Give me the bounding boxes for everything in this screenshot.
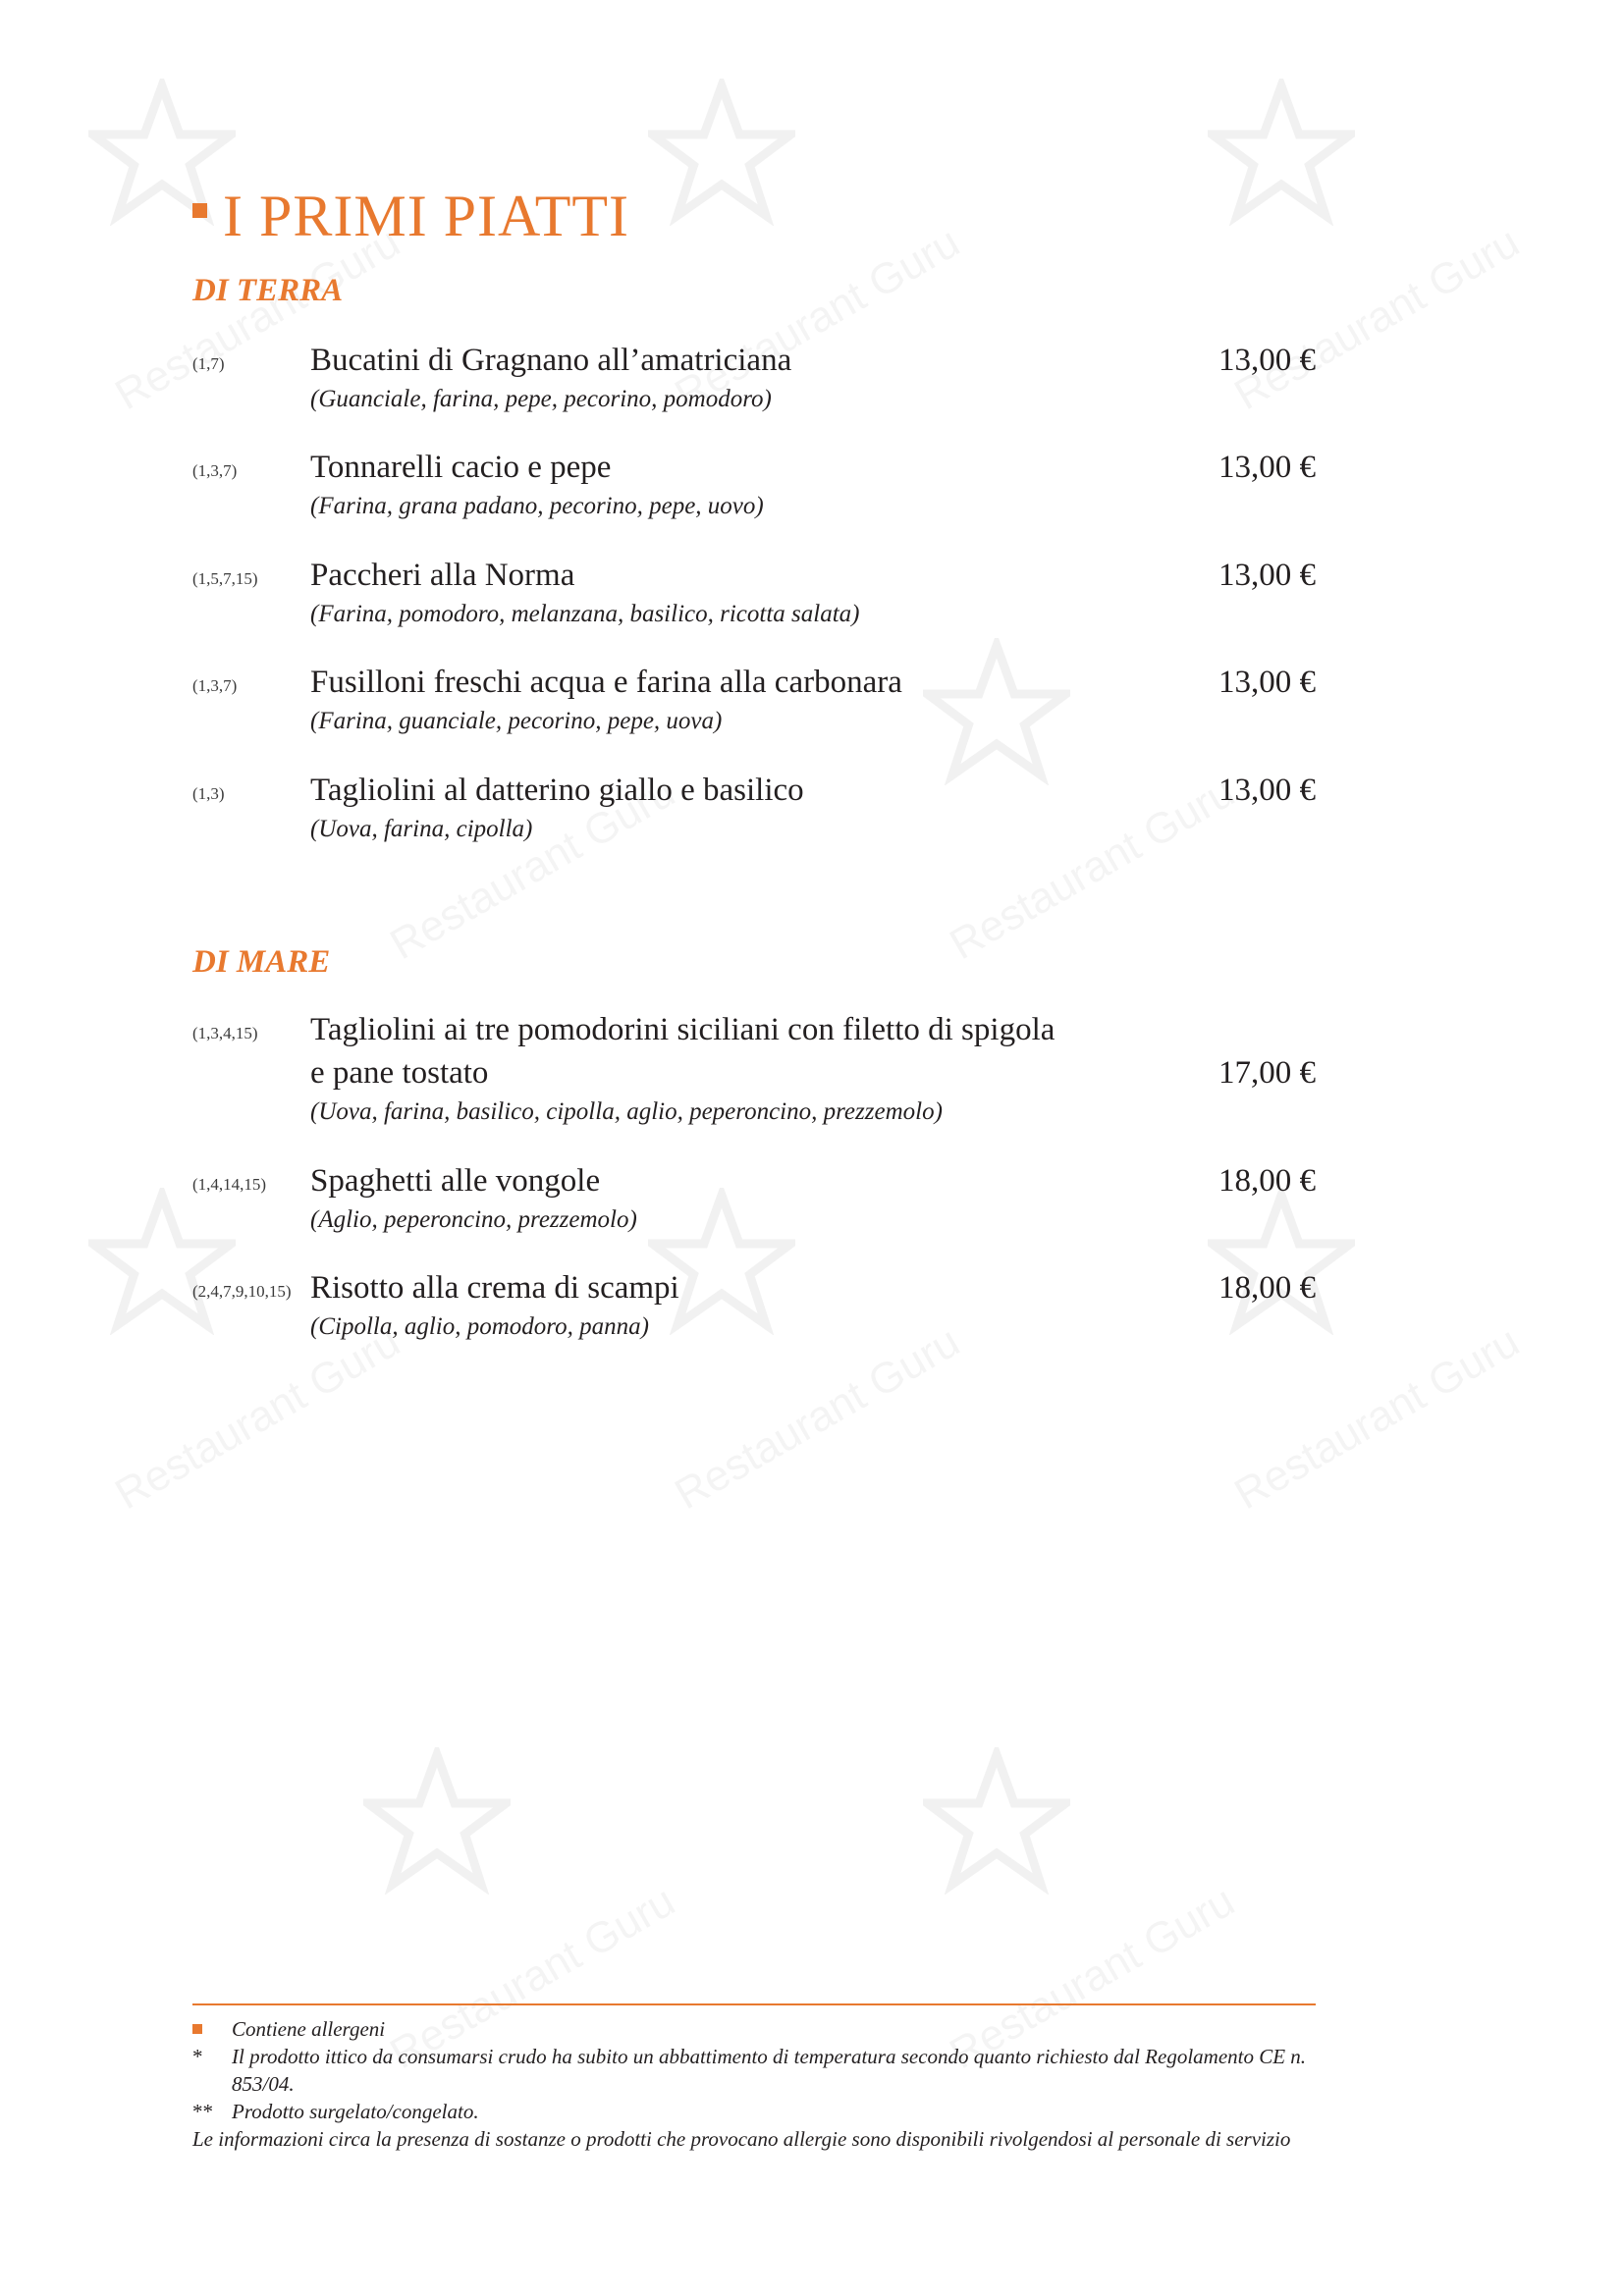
legend-row <box>192 2015 1316 2043</box>
fork-star-icon <box>648 1188 795 1335</box>
allergen-codes: (1,3,7) <box>192 676 238 695</box>
dish-name: Tagliolini ai tre pomodorini siciliani con filetto di spigola <box>310 1012 1056 1047</box>
allergen-square-marker <box>192 2024 202 2034</box>
allergen-codes: (1,3,7) <box>192 461 238 480</box>
fork-star-icon <box>648 79 795 226</box>
dish-price: 13,00 € <box>1218 558 1316 593</box>
page-header <box>192 183 629 250</box>
allergy-info-note: Le informazioni circa la presenza di sostanze o prodotti che provocano allergie sono disponibili rivolgendosi al personale di servizio <box>192 2127 1291 2151</box>
dish-ingredients: (Guanciale, farina, pepe, pecorino, pomodoro) <box>310 386 772 412</box>
dish-ingredients: (Farina, grana padano, pecorino, pepe, uovo) <box>310 493 764 519</box>
dish-ingredients: (Uova, farina, basilico, cipolla, aglio, peperoncino, prezzemolo) <box>310 1098 943 1125</box>
dish-name: Bucatini di Gragnano all’amatriciana <box>310 343 792 378</box>
fork-star-icon <box>1208 1188 1355 1335</box>
allergen-codes: (1,4,14,15) <box>192 1175 267 1194</box>
dish-price: 13,00 € <box>1218 343 1316 378</box>
dish-ingredients: (Uova, farina, cipolla) <box>310 816 533 842</box>
allergen-codes: (1,3,4,15) <box>192 1024 258 1042</box>
fork-star-icon <box>923 1747 1070 1895</box>
allergen-codes: (1,3) <box>192 784 225 803</box>
watermark-text <box>1226 1317 1528 1520</box>
footer-divider <box>192 2003 1316 2005</box>
allergen-codes: (1,7) <box>192 354 225 373</box>
page-title: I PRIMI PIATTI <box>223 184 629 248</box>
watermark-text <box>667 1317 968 1520</box>
allergen-footer <box>192 2003 1316 2153</box>
dish-ingredients: (Aglio, peperoncino, prezzemolo) <box>310 1206 637 1233</box>
legend-mark: ** <box>192 2100 213 2123</box>
dish-name: Tagliolini al datterino giallo e basilico <box>310 773 804 808</box>
allergen-codes: (2,4,7,9,10,15) <box>192 1282 292 1301</box>
dish-name: Spaghetti alle vongole <box>310 1163 601 1199</box>
legend-text: Prodotto surgelato/congelato. <box>232 2100 479 2123</box>
fork-star-icon <box>923 638 1070 785</box>
legend-text: Contiene allergeni <box>232 2017 386 2041</box>
dish-price: 13,00 € <box>1218 450 1316 485</box>
dish-price: 13,00 € <box>1218 773 1316 808</box>
dish-ingredients: (Farina, guanciale, pecorino, pepe, uova) <box>310 708 723 734</box>
legend-text: Il prodotto ittico da consumarsi crudo ha subito un abbattimento di temperatura secondo quanto richiesto dal Regolamento CE n. 853/04. <box>232 2045 1307 2096</box>
dish-ingredients: (Cipolla, aglio, pomodoro, panna) <box>310 1313 649 1340</box>
dish-name-line2: e pane tostato <box>310 1055 489 1091</box>
legend-mark: * <box>192 2045 203 2068</box>
fork-star-icon <box>1208 79 1355 226</box>
section-title-di-mare: DI MARE <box>192 944 331 980</box>
dish-price: 13,00 € <box>1218 665 1316 700</box>
fork-star-icon <box>363 1747 511 1895</box>
fork-star-icon <box>88 1188 236 1335</box>
dish-name: Tonnarelli cacio e pepe <box>310 450 612 485</box>
legend-row <box>192 2043 1316 2098</box>
dish-price: 18,00 € <box>1218 1270 1316 1306</box>
title-bullet <box>192 203 207 218</box>
dish-price: 18,00 € <box>1218 1163 1316 1199</box>
legend-row <box>192 2098 1316 2125</box>
dish-name: Risotto alla crema di scampi <box>310 1270 679 1306</box>
dish-name: Fusilloni freschi acqua e farina alla carbonara <box>310 665 902 700</box>
section-title-di-terra: DI TERRA <box>192 273 344 308</box>
dish-name: Paccheri alla Norma <box>310 558 575 593</box>
dish-ingredients: (Farina, pomodoro, melanzana, basilico, ricotta salata) <box>310 601 860 627</box>
allergen-codes: (1,5,7,15) <box>192 569 258 588</box>
dish-price: 17,00 € <box>1218 1055 1316 1091</box>
watermark-text <box>942 768 1243 970</box>
watermark-text <box>107 1317 408 1520</box>
watermark-text <box>1226 218 1528 420</box>
